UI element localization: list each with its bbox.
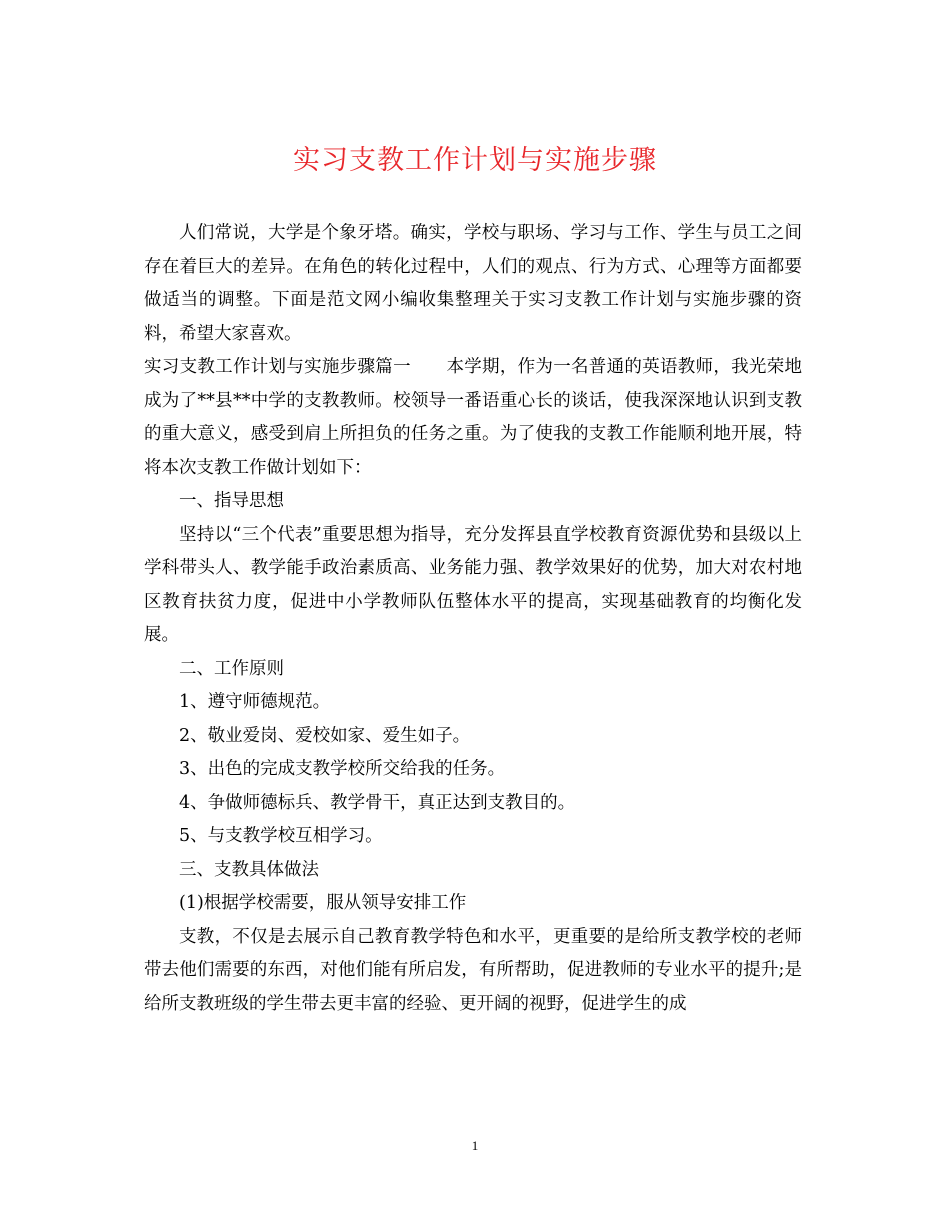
list-item-principle-1: 1、遵守师德规范。 [179, 692, 331, 712]
heading-work-principles: 二、工作原则 [179, 658, 284, 679]
page-number: 1 [471, 1138, 479, 1153]
heading-specific-practices: 三、支教具体做法 [179, 859, 319, 880]
paragraph-section-one-opening: 实习支教工作计划与实施步骤篇一 本学期，作为一名普通的英语教师，我光荣地成为了**县**中学的支教教师。校领导一番语重心长的谈话，使我深深地认识到支教的重大意义，感受到肩上所担负的任务之重。为了使我的支教工作能顺利地开展，特将本次支教工作做计划如下： [144, 357, 802, 478]
paragraph-teaching-support: 支教，不仅是去展示自己教育教学特色和水平，更重要的是给所支教学校的老师带去他们需要的东西，对他们能有所启发，有所帮助，促进教师的专业水平的提升;是给所支教班级的学生带去更丰富的经验、更开阔的视野，促进学生的成 [144, 926, 802, 1014]
document-body [144, 217, 802, 1021]
heading-guiding-ideology: 一、指导思想 [179, 491, 284, 511]
list-item-principle-4: 4、争做师德标兵、教学骨干，真正达到支教目的。 [179, 792, 576, 813]
list-item-principle-2: 2、敬业爱岗、爱校如家、爱生如子。 [179, 725, 471, 746]
list-item-principle-3: 3、出色的完成支教学校所交给我的任务。 [179, 759, 506, 779]
paragraph-guiding-ideology: 坚持以“三个代表”重要思想为指导，充分发挥县直学校教育资源优势和县级以上学科带头人、教学能手政治素质高、业务能力强、教学效果好的优势，加大对农村地区教育扶贫力度，促进中小学教师队伍整体水平的提高，实现基础教育的均衡化发展。 [144, 524, 802, 645]
subheading-follow-arrangements: (1)根据学校需要，服从领导安排工作 [179, 893, 467, 913]
paragraph-intro: 人们常说，大学是个象牙塔。确实，学校与职场、学习与工作、学生与员工之间存在着巨大的差异。在角色的转化过程中，人们的观点、行为方式、心理等方面都要做适当的调整。下面是范文网小编收集整理关于实习支教工作计划与实施步骤的资料，希望大家喜欢。 [144, 223, 802, 344]
list-item-principle-5: 5、与支教学校互相学习。 [179, 826, 383, 846]
document-title: 实习支教工作计划与实施步骤 [293, 145, 657, 176]
